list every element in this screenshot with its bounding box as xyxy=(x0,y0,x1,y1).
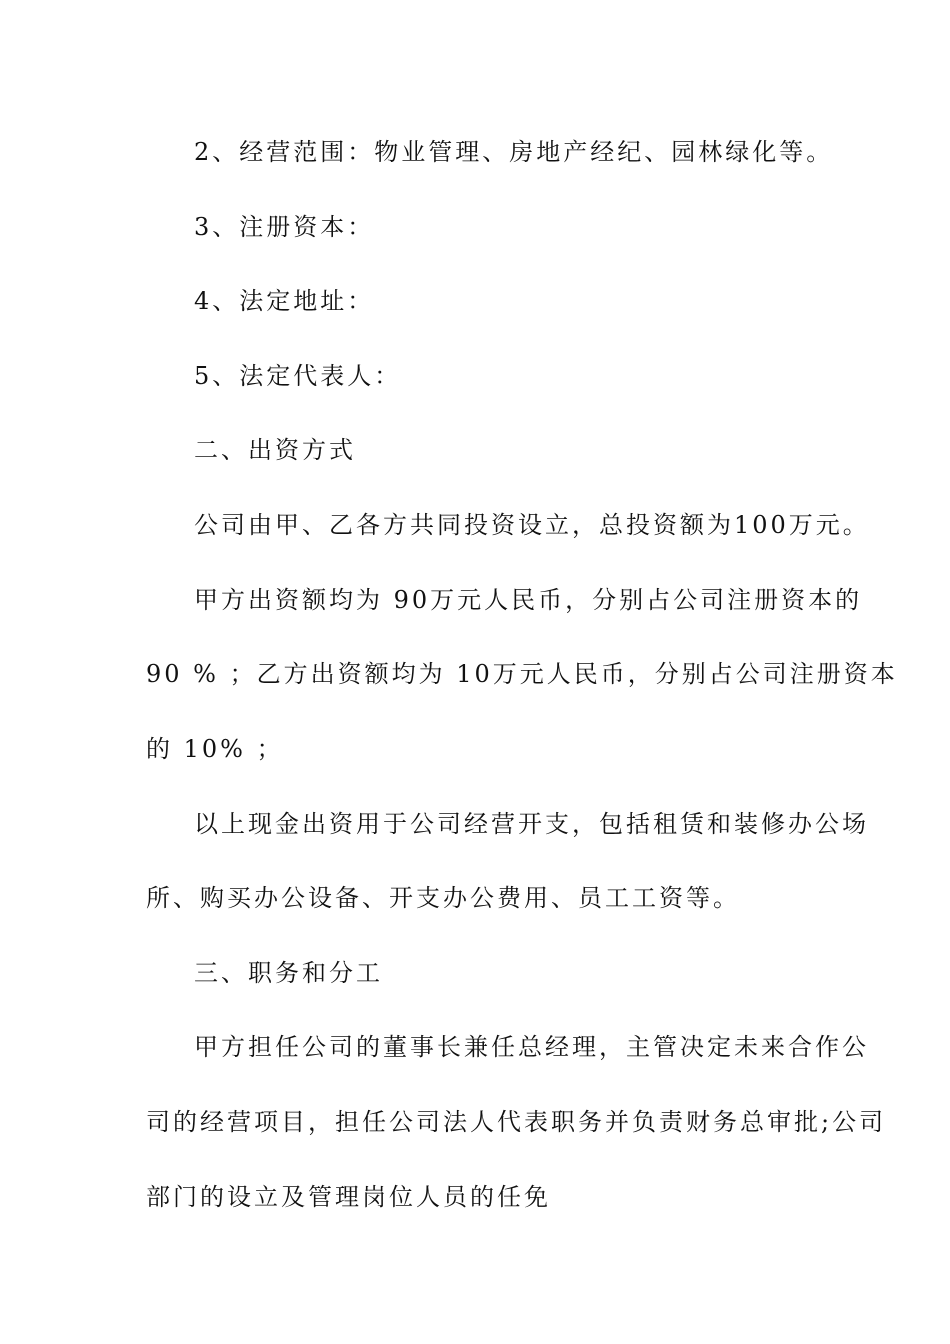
text-line: 的 10% ； xyxy=(146,735,284,763)
section-heading: 三、职务和分工 xyxy=(194,959,383,987)
section-heading: 二、出资方式 xyxy=(194,436,356,464)
text-line: 甲方担任公司的董事长兼任总经理，主管决定未来合作公 xyxy=(194,1033,869,1061)
text-line: 以上现金出资用于公司经营开支，包括租赁和装修办公场 xyxy=(194,810,869,838)
text-line: 90 % ；乙方出资额均为 10万元人民币，分别占公司注册资本 xyxy=(146,660,898,688)
text-line: 公司由甲、乙各方共同投资设立，总投资额为100万元。 xyxy=(194,511,870,539)
text-line: 5、法定代表人： xyxy=(194,362,402,390)
text-line: 3、注册资本： xyxy=(194,213,375,241)
text-line: 2、经营范围：物业管理、房地产经纪、园林绿化等。 xyxy=(194,138,834,166)
text-line: 4、法定地址： xyxy=(194,287,375,315)
text-line: 甲方出资额均为 90万元人民币，分别占公司注册资本的 xyxy=(194,586,863,614)
text-line: 司的经营项目，担任公司法人代表职务并负责财务总审批;公司 xyxy=(146,1108,887,1136)
text-line: 部门的设立及管理岗位人员的任免 xyxy=(146,1183,551,1211)
text-line: 所、购买办公设备、开支办公费用、员工工资等。 xyxy=(146,884,740,912)
